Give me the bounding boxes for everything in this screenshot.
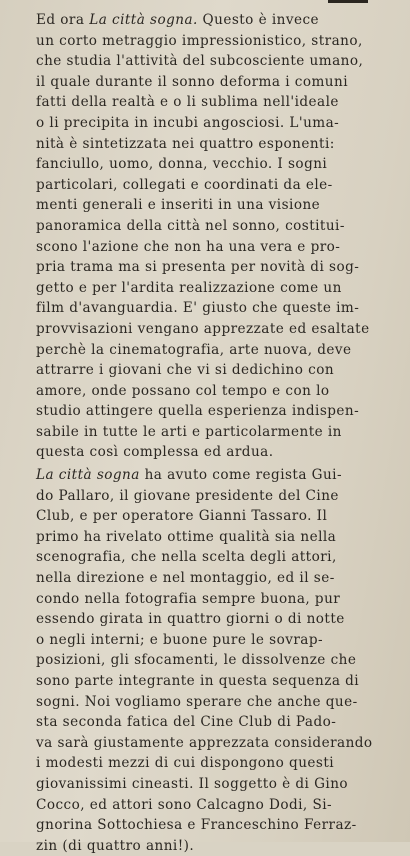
text-line: attrarre i giovani che vi si dedichino con [36, 362, 335, 379]
article-text [36, 10, 388, 856]
text-line: getto e per l'ardita realizzazione come un [36, 279, 342, 296]
paragraph-2 [36, 465, 388, 856]
text-line: pria trama ma si presenta per novità di sog- [36, 259, 360, 276]
text-line: Cocco, ed attori sono Calcagno Dodi, Si- [36, 796, 333, 813]
film-title: La città sogna. [89, 12, 198, 28]
text-line: zin (di quattro anni!). [36, 837, 195, 854]
text-line: questa così complessa ed ardua. [36, 444, 274, 461]
text-line: menti generali e inseriti in una visione [36, 197, 321, 214]
text-line: gnorina Sottochiesa e Franceschino Ferraz- [36, 817, 357, 834]
text-line: panoramica della città nel sonno, costitui- [36, 217, 345, 234]
text-line: nità è sintetizzata nei quattro esponenti: [36, 135, 335, 152]
text-line: nella direzione e nel montaggio, ed il se- [36, 570, 335, 587]
text-line: sabile in tutte le arti e particolarmente in [36, 423, 342, 440]
text-line: essendo girata in quattro giorni o di notte [36, 611, 345, 628]
text-line: studio attingere quella esperienza indispen- [36, 403, 360, 420]
text-line: perchè la cinematografia, arte nuova, deve [36, 341, 352, 358]
text-line: fatti della realtà e o li sublima nell'ideale [36, 94, 339, 111]
text-line: un corto metraggio impressionistico, strano, [36, 32, 363, 49]
text-line: sono parte integrante in questa sequenza di [36, 673, 360, 689]
text-line: particolari, collegati e coordinati da ele- [36, 176, 333, 193]
text-line: che studia l'attività del subcosciente umano, [36, 53, 364, 70]
text-line: Ed ora La città sogna. Questo è invece [36, 12, 320, 28]
text-line: il quale durante il sonno deforma i comuni [36, 73, 349, 90]
text-line: o negli interni; e buone pure le sovrap- [36, 631, 324, 648]
text-line: va sarà giustamente apprezzata considerando [36, 734, 373, 751]
text-line: Club, e per operatore Gianni Tassaro. Il [36, 508, 328, 525]
text-line: scenografia, che nella scelta degli attori, [36, 549, 337, 566]
text-line: o li precipita in incubi angosciosi. L'uma- [36, 114, 340, 131]
text-line: film d'avanguardia. E' giusto che queste im- [36, 300, 360, 317]
paragraph-1 [36, 10, 388, 463]
film-title: La città sogna [36, 467, 140, 484]
text-line: fanciullo, uomo, donna, vecchio. I sogni [36, 156, 328, 173]
text-line: condo nella fotografia sempre buona, pur [36, 590, 341, 607]
text-line: La città sogna ha avuto come regista Gui- [36, 467, 343, 484]
text-line: sogni. Noi vogliamo sperare che anche que- [36, 693, 358, 710]
text-line: primo ha rivelato ottime qualità sia nella [36, 528, 337, 545]
text-line: posizioni, gli sfocamenti, le dissolvenze che [36, 652, 357, 669]
text-line: amore, onde possano col tempo e con lo [36, 382, 330, 399]
text-line: provvisazioni vengano apprezzate ed esaltate [36, 320, 370, 337]
text-line: scono l'azione che non ha una vera e pro- [36, 238, 341, 255]
text-line: giovanissimi cineasti. Il soggetto è di Gino [36, 775, 349, 792]
text-line: do Pallaro, il giovane presidente del Cine [36, 487, 339, 504]
text-line: sta seconda fatica del Cine Club di Pado- [36, 714, 337, 731]
text-line: i modesti mezzi di cui dispongono questi [36, 755, 335, 772]
